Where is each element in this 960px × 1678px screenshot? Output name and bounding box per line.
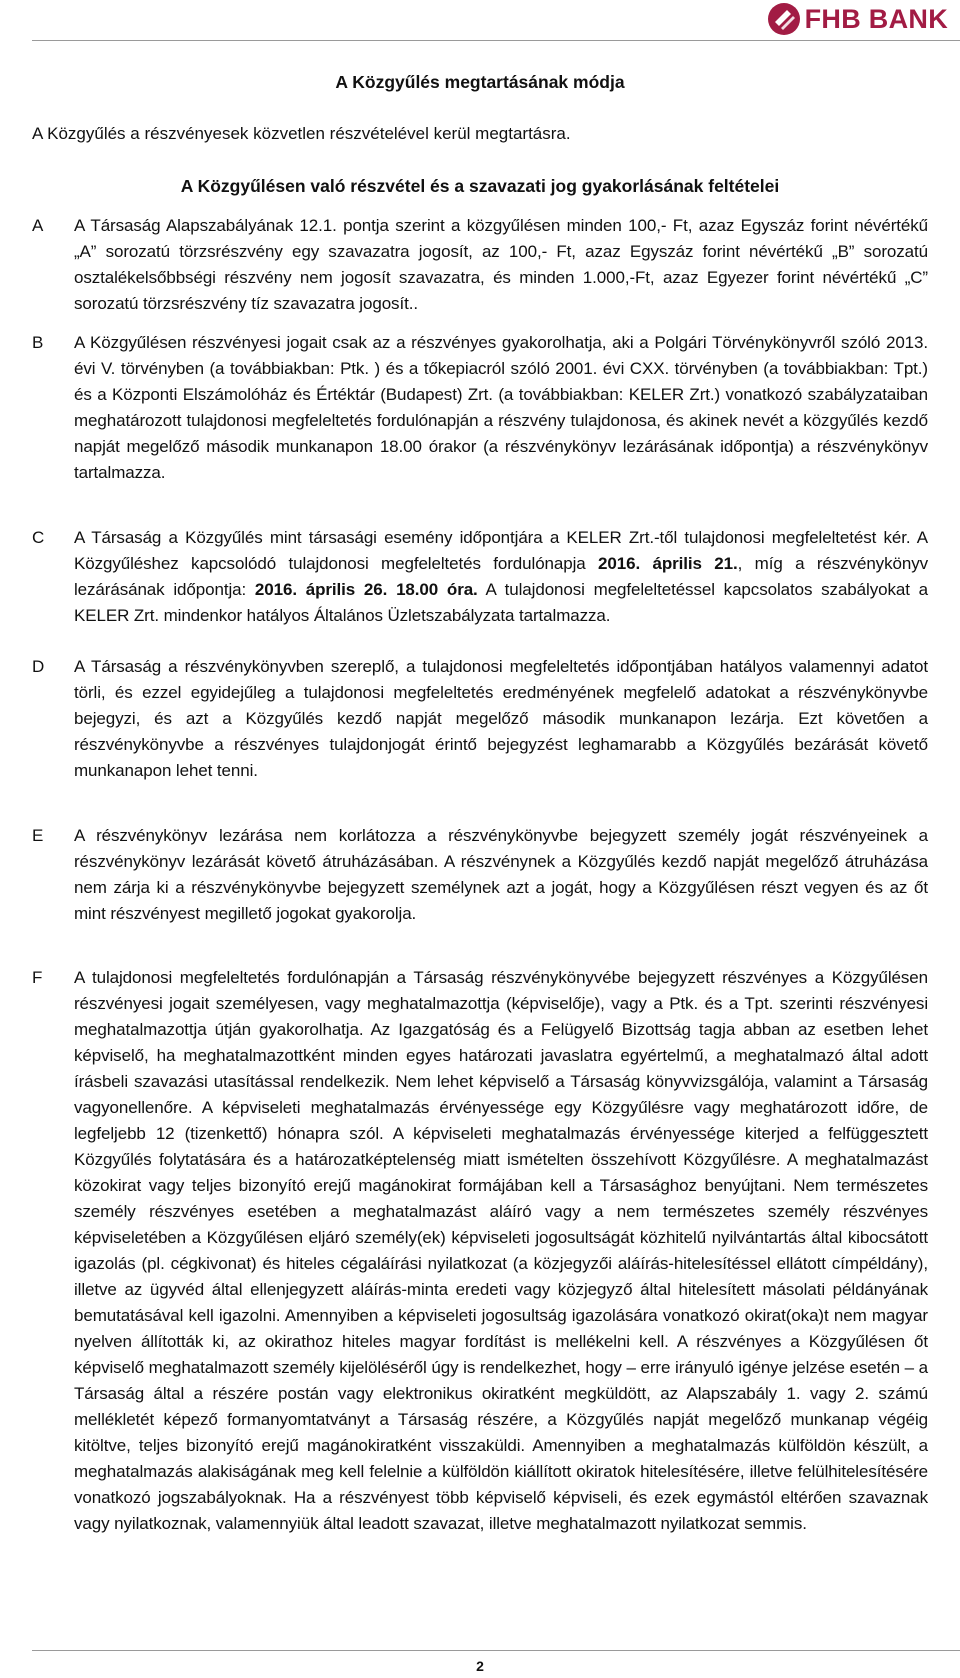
- document-title: A Közgyűlés megtartásának módja: [335, 72, 625, 92]
- section-a: [32, 213, 928, 317]
- section-text: A Közgyűlésen részvényesi jogait csak az a részvényes gyakorolhatja, aki a Polgári Törvénykönyvről szóló 2013. évi V. törvényben (a továbbiakban: Ptk. ) és a tőkepiacról szóló 2001. évi CXX. törvényben (a továbbiakban: Tpt.) és a Központi Elszámolóház és Értéktár (Budapest) Zrt. (a továbbiakban: KELER Zrt.) vonatkozó szabályzataiban meghatározott tulajdonosi megfeleltetés fordulónapján a részvény tulajdonosa, és akinek nevét a közgyűlés kezdő napját megelőző második munkanapon 18.00 órakor (a részvénykönyv lezárásának időpontja) a részvénykönyv tartalmazza.: [74, 333, 928, 482]
- section-text-part: , míg a részvénykönyv lezárásának időpontja:: [74, 554, 928, 599]
- brand-name: FHB BANK: [804, 4, 948, 34]
- section-letter: C: [32, 528, 45, 547]
- section-text: A részvénykönyv lezárása nem korlátozza a részvénykönyvbe bejegyzett személy jogát részvényeinek a részvénykönyv lezárását követő átruházásában. A részvénynek a Közgyűlés kezdő napját megelőző átruházása nem zárja ki a részvénykönyvbe bejegyzett személynek azt a jogát, hogy a Közgyűlésen részt vegyen és az őt mint részvényest megillető jogokat gyakorolja.: [74, 826, 928, 923]
- section-heading: A Közgyűlésen való részvétel és a szavazati jog gyakorlásának feltételei: [180, 176, 780, 196]
- section-letter: B: [32, 333, 44, 352]
- section-letter: A: [32, 216, 44, 235]
- section-text: A Társaság Alapszabályának 12.1. pontja szerint a közgyűlésen minden 100,- Ft, azaz Egyszáz forint névértékű „A” sorozatú törzsrészvény egy szavazatra jogosít, az 100,- Ft, azaz Egyszáz forint névértékű „B” sorozatú osztalékelsőbbségi részvény nem jogosít szavazatra, és minden 1.000,-Ft, azaz Egyezer forint névértékű „C” sorozatú törzsrészvény tíz szavazatra jogosít..: [74, 216, 928, 313]
- section-e: [32, 823, 928, 927]
- header-divider: [32, 40, 960, 41]
- fhb-logo-icon: [767, 2, 801, 36]
- section-text: A Társaság a részvénykönyvben szereplő, a tulajdonosi megfeleltetés időpontjában hatályos valamennyi adatot törli, és ezzel egyidejűleg a tulajdonosi megfeleltetés eredményének megfelelő adatokat a részvénykönyvbe bejegyzi, és azt a Közgyűlés kezdő napját megelőző második munkanapon lezárja. Ezt követően a részvénykönyvbe a részvényes tulajdonjogát érintő bejegyzést leghamarabb a Közgyűlés bezárását követő munkanapon lehet tenni.: [74, 657, 928, 780]
- footer-divider: [32, 1650, 960, 1651]
- section-text-part: A tulajdonosi megfeleltetéssel kapcsolatos szabályokat a KELER Zrt. mindenkor hatályos Általános Üzletszabályzata tartalmazza.: [74, 580, 928, 625]
- section-letter: F: [32, 968, 43, 987]
- section-d: [32, 654, 928, 784]
- record-date: 2016. április 21.: [598, 554, 738, 573]
- section-text-part: A Társaság a Közgyűlés mint társasági esemény időpontjára a KELER Zrt.-től tulajdonosi megfeleltetést kér. A Közgyűléshez kapcsolódó tulajdonosi megfeleltetés fordulónapja: [74, 528, 928, 573]
- register-close-date: 2016. április 26. 18.00 óra.: [254, 580, 478, 599]
- section-c: [32, 525, 928, 629]
- header-logo: [767, 2, 948, 36]
- section-text: [74, 525, 928, 629]
- page-number: 2: [476, 1658, 484, 1674]
- intro-paragraph: A Közgyűlés a részvényesek közvetlen részvételével kerül megtartásra.: [32, 124, 571, 143]
- section-f: [32, 965, 928, 1537]
- section-letter: D: [32, 657, 45, 676]
- section-b: [32, 330, 928, 486]
- section-letter: E: [32, 826, 44, 845]
- section-text: A tulajdonosi megfeleltetés fordulónapján a Társaság részvénykönyvébe bejegyzett részvényes a Közgyűlésen részvényesi jogait személyesen, vagy meghatalmazottja (képviselője), vagy a Ptk. és a Tpt. szerinti részvényesi meghatalmazottja útján gyakorolhatja. Az Igazgatóság és a Felügyelő Bizottság tagja abban az esetben lehet képviselő, ha meghatalmazottként minden egyes határozati javaslatra egyértelmű, a meghatalmazó által adott írásbeli szavazási utasítással rendelkezik. Nem lehet képviselő a Társaság könyvvizsgálója, valamint a Társaság vagyonellenőre. A képviseleti meghatalmazás érvényessége egy Közgyűlésre vagy meghatározott időre, de legfeljebb 12 (tizenkettő) hónapra szól. A képviseleti meghatalmazás érvényessége kiterjed a felfüggesztett Közgyűlés folytatására és a határozatképtelenség miatt ismételten összehívott Közgyűlésre. A meghatalmazást közokirat vagy teljes bizonyító erejű magánokirat formájában kell a Társasághoz benyújtani. Nem természetes személy részvényes esetében a meghatalmazást aláíró vagy a nem természetes személy részvényes képviseletében a Közgyűlésen eljáró személy(ek) képviseleti jogosultságát közhitelű nyilvántartás által kibocsátott igazolás (pl. cégkivonat) és hiteles cégaláírási nyilatkozat (a közjegyzői aláírás-hitelesítéssel ellátott címpéldány), illetve az ügyvéd által ellenjegyzett aláírás-minta eredeti vagy közjegyző által hitelesített másolati példányának bemutatásával kell igazolni. Amennyiben a képviseleti jogosultság igazolására vonatkozó okirat(oka)t nem magyar nyelven állították ki, az okirathoz hiteles magyar fordítást is mellékelni kell. A részvényes a Közgyűlésen őt képviselő meghatalmazott személy kijelöléséről úgy is rendelkezhet, hogy – erre irányuló igénye jelzése esetén – a Társaság által a részére postán vagy elektronikus okiratként megküldött, az Alapszabály 1. vagy 2. számú mellékletét képező formanyomtatványt a Társaság részére, a Közgyűlés napját megelőző munkanap végéig kitöltve, teljes bizonyító erejű magánokiratként visszaküldi. Amennyiben a meghatalmazás külföldön készült, a meghatalmazás alakiságának meg kell felelnie a külföldön kiállított okiratok hitelesítésére, illetve felülhitelesítésére vonatkozó jogszabályoknak. Ha a részvényest több képviselő képviseli, és ezek egymástól eltérően szavaznak vagy nyilatkoznak, valamennyiük által leadott szavazat, illetve meghatalmazott nyilatkozat semmis.: [74, 968, 928, 1533]
